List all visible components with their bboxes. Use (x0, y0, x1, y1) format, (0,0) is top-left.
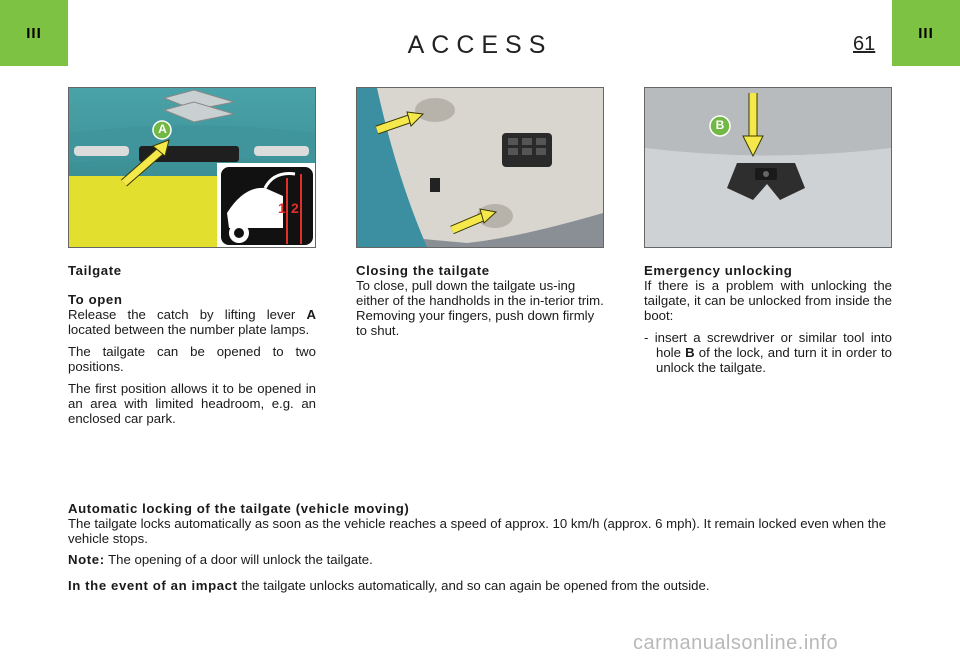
page-number: 61 (853, 33, 876, 55)
opening-section (68, 263, 316, 433)
to-open-heading: To open (68, 292, 123, 307)
closing-heading: Closing the tailgate (356, 263, 490, 278)
automatic-locking-section (68, 501, 898, 599)
closing-section (356, 263, 604, 345)
tailgate-lever-photo (68, 87, 316, 248)
automatic-locking-text: The tailgate locks automatically as soon as the vehicle reaches a speed of approx. 10 km/h (approx. 6 mph). It remain locked even when the vehicle stops. (68, 516, 887, 546)
closing-instruction: To close, pull down the tailgate us-ing either of the handholds in the in-terior trim. (356, 278, 604, 308)
first-position-text: The first position allows it to be opened in an area with limited headroom, e.g. an enclosed car park. (68, 381, 316, 426)
position-label-1: 1 (278, 200, 286, 216)
emergency-section (644, 263, 892, 382)
emergency-heading: Emergency unlocking (644, 263, 793, 278)
position-label-2: 2 (291, 200, 299, 216)
watermark: carmanualsonline.info (633, 632, 839, 654)
tailgate-heading: Tailgate (68, 263, 122, 278)
tailgate-handholds-photo (356, 87, 604, 248)
page-title: ACCESS (407, 31, 553, 59)
chapter-tab-left: III (0, 0, 68, 66)
hole-label-b: B (715, 118, 725, 132)
opening-instruction: Release the catch by lifting lever A located between the number plate lamps. (68, 307, 316, 337)
automatic-locking-heading: Automatic locking of the tailgate (vehicle moving) (68, 501, 410, 516)
impact-text: In the event of an impact the tailgate unlocks automatically, and so can again be opened from the outside. (68, 578, 710, 593)
note-text: Note: The opening of a door will unlock the tailgate. (68, 552, 373, 567)
emergency-step: - insert a screwdriver or similar tool into hole B of the lock, and turn it in order to unlock the tailgate. (644, 330, 892, 375)
lever-label-a: A (158, 122, 167, 136)
emergency-lock-photo (644, 87, 892, 248)
emergency-intro: If there is a problem with unlocking the tailgate, it can be unlocked from inside the boot: (644, 278, 892, 323)
chapter-tab-right: III (892, 0, 960, 66)
two-positions-text: The tailgate can be opened to two positions. (68, 344, 316, 374)
closing-push-text: Removing your fingers, push down firmly to shut. (356, 308, 595, 338)
